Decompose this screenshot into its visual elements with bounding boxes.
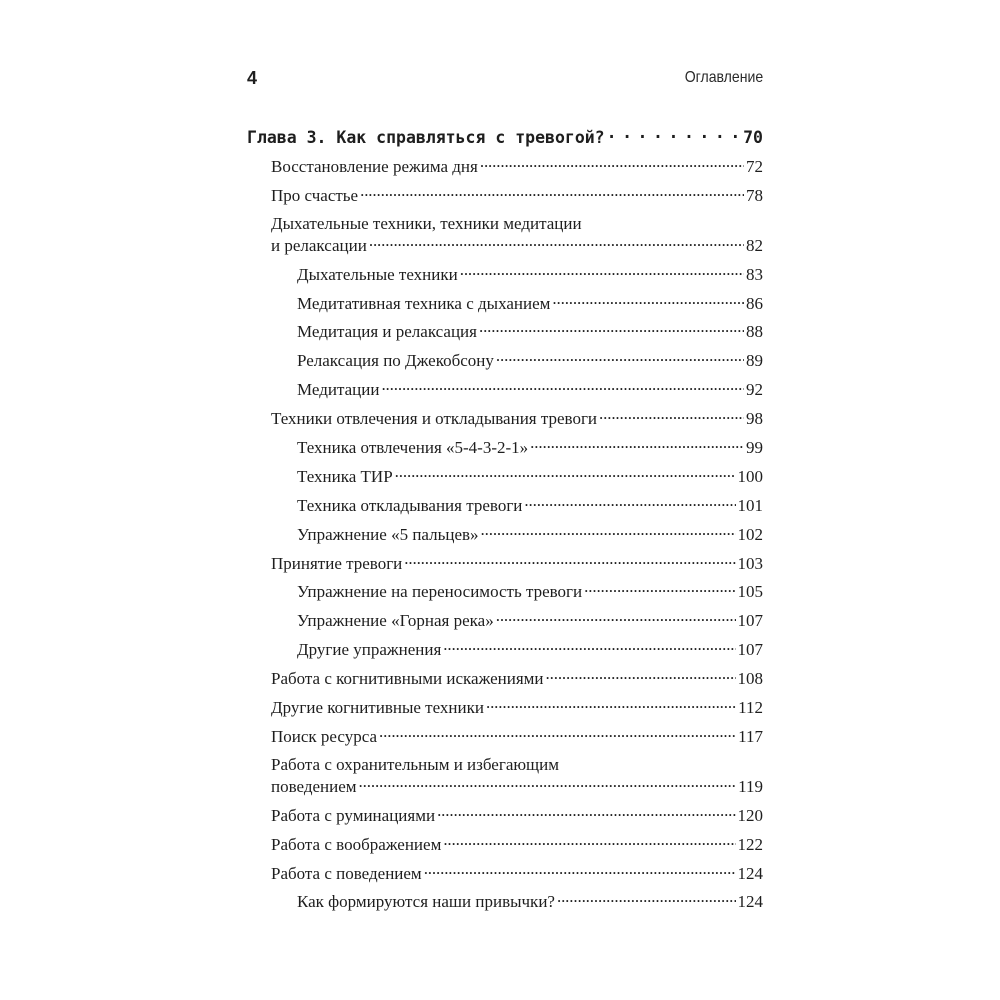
toc-entry-page: 82 (746, 235, 763, 255)
toc-entry-title: Техника отвлечения «5-4-3-2-1» (297, 438, 529, 458)
toc-entry-page: 107 (737, 611, 763, 631)
dot-leader (486, 696, 736, 713)
toc-entry-title: Принятие тревоги (271, 553, 403, 573)
toc-entry (247, 580, 763, 609)
toc-entry-page: 86 (746, 293, 763, 313)
dot-leader (552, 292, 744, 309)
toc-entry-title: и релаксации (271, 235, 367, 255)
toc-entry-title: Медитативная техника с дыханием (297, 293, 551, 313)
dot-leader (530, 436, 744, 453)
toc-entry-page: 103 (737, 553, 763, 573)
dot-leader (481, 523, 736, 540)
toc-chapter-entry (247, 126, 763, 155)
dot-leader (599, 407, 744, 424)
toc-entry-title: Работа с поведением (271, 863, 422, 883)
dot-leader (480, 155, 744, 172)
toc-entry-page: 124 (737, 863, 763, 883)
toc-entry-page: 124 (737, 892, 763, 912)
toc-entry-title: Упражнение «Горная река» (297, 611, 494, 631)
toc-entry-title: Про счастье (271, 185, 359, 205)
page-header (247, 68, 763, 94)
toc-entry-title: Глава 3. Как справляться с тревогой? (247, 127, 605, 147)
toc-entry (247, 804, 763, 833)
toc-entry-page: 83 (746, 264, 763, 284)
dot-leader (360, 184, 744, 201)
toc-entry-title: Другие когнитивные техники (271, 698, 484, 718)
toc-entry-page: 92 (746, 380, 763, 400)
toc-entry-page: 105 (737, 582, 763, 602)
toc-entry-title: Другие упражнения (297, 640, 442, 660)
toc-entry (247, 862, 763, 891)
dot-leader (496, 609, 736, 626)
toc-entry-title-line1: Работа с охранительным и избегающим (271, 754, 560, 774)
toc-entry-page: 70 (743, 127, 763, 147)
toc-entry (247, 638, 763, 667)
toc-entry-page: 100 (737, 466, 763, 486)
toc-entry-page: 72 (746, 156, 763, 176)
toc-entry (247, 754, 763, 804)
toc-entry-title-line1: Дыхательные техники, техники медитации (271, 213, 582, 233)
dot-leader (584, 580, 735, 597)
dot-leader (379, 725, 736, 742)
page-number: 4 (247, 68, 258, 88)
toc-entry-page: 108 (737, 669, 763, 689)
toc-entry-title: Работа с воображением (271, 834, 442, 854)
dot-leader (424, 862, 736, 879)
dot-leader (524, 494, 735, 511)
dot-leader (460, 263, 744, 280)
toc-entry-title: Техника откладывания тревоги (297, 495, 523, 515)
dot-leader (546, 667, 736, 684)
dot-leader (443, 833, 735, 850)
toc-entry (247, 213, 763, 263)
toc-entry (247, 833, 763, 862)
toc-entry-page: 119 (738, 776, 763, 796)
toc-entry-title: Как формируются наши привычки? (297, 892, 555, 912)
dot-leader (557, 890, 736, 907)
toc-entry (247, 378, 763, 407)
dot-leader (479, 320, 744, 337)
toc-entry (247, 696, 763, 725)
toc-entry-page: 88 (746, 322, 763, 342)
dot-leader (395, 465, 736, 482)
dot-leader (369, 234, 744, 251)
toc-entry-title: Медитация и релаксация (297, 322, 477, 342)
running-title: Оглавление (684, 69, 763, 86)
toc-entry-title: Техника ТИР (297, 466, 393, 486)
toc-entry-title: Восстановление режима дня (271, 156, 478, 176)
toc-entry-title: Работа с когнитивными искажениями (271, 669, 544, 689)
toc-entry-page: 101 (737, 495, 763, 515)
toc-entry (247, 407, 763, 436)
toc-entry-title: Релаксация по Джекобсону (297, 351, 494, 371)
toc-entry (247, 184, 763, 213)
toc-entry-title: Упражнение на переносимость тревоги (297, 582, 583, 602)
toc-entry-title: Техники отвлечения и откладывания тревоги (271, 409, 598, 429)
toc-entry (247, 667, 763, 696)
toc-entry (247, 523, 763, 552)
toc-entry-page: 78 (746, 185, 763, 205)
toc-entry-page: 112 (738, 698, 763, 718)
toc-entry-title: Упражнение «5 пальцев» (297, 524, 479, 544)
dot-leader (359, 775, 737, 792)
toc-entry (247, 263, 763, 292)
dot-leader (496, 349, 744, 366)
toc-entry (247, 292, 763, 321)
toc-entry-title: Поиск ресурса (271, 726, 378, 746)
toc-entry (247, 436, 763, 465)
toc-entry-page: 120 (737, 805, 763, 825)
toc-entry (247, 725, 763, 754)
toc-entry-title: поведением (271, 776, 357, 796)
dot-leader (443, 638, 735, 655)
dot-leader (437, 804, 735, 821)
dot-leader (607, 126, 742, 143)
table-of-contents (247, 126, 763, 919)
toc-entry-title: Работа с руминациями (271, 805, 436, 825)
toc-entry (247, 494, 763, 523)
toc-entry (247, 890, 763, 919)
toc-entry (247, 552, 763, 581)
dot-leader (381, 378, 744, 395)
toc-entry (247, 155, 763, 184)
toc-entry-title: Медитации (297, 380, 380, 400)
toc-entry-page: 102 (737, 524, 763, 544)
toc-entry-page: 122 (737, 834, 763, 854)
toc-entry (247, 465, 763, 494)
toc-entry-page: 98 (746, 409, 763, 429)
toc-entry-page: 89 (746, 351, 763, 371)
toc-entry (247, 609, 763, 638)
toc-entry (247, 349, 763, 378)
dot-leader (404, 552, 735, 569)
toc-entry (247, 320, 763, 349)
toc-entry-page: 117 (738, 726, 763, 746)
toc-entry-page: 99 (746, 438, 763, 458)
toc-entry-title: Дыхательные техники (297, 264, 458, 284)
toc-entry-page: 107 (737, 640, 763, 660)
